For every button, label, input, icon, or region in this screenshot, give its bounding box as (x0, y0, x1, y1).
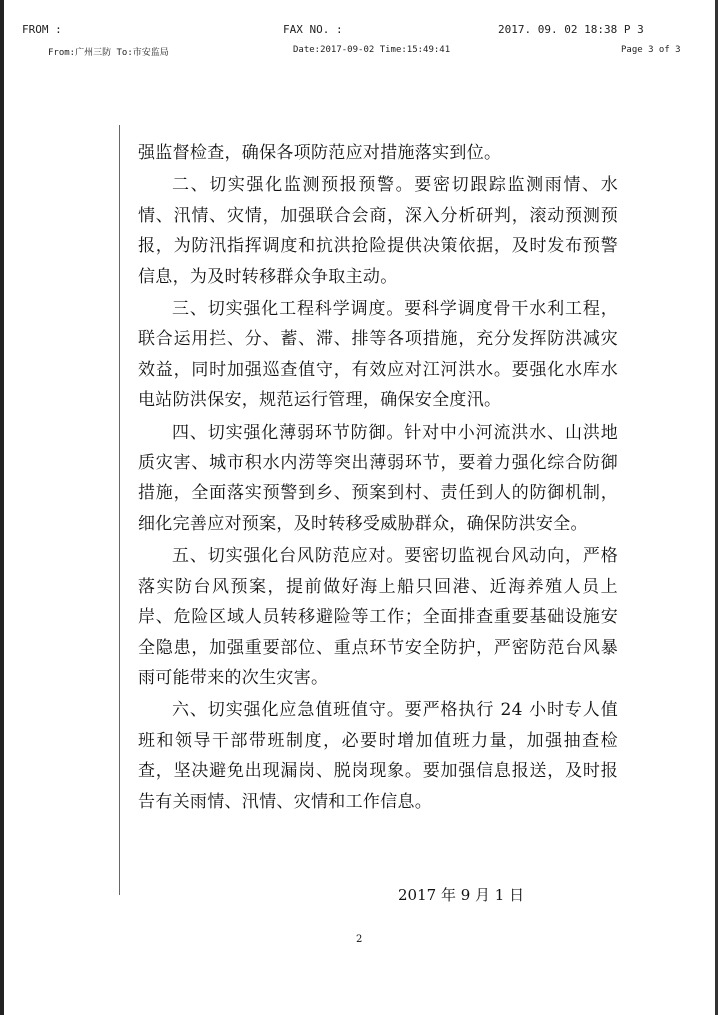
scan-edge-left (0, 0, 4, 1015)
fax-number-label: FAX NO. : (283, 23, 343, 36)
document-date: 2017 年 9 月 1 日 (398, 886, 525, 904)
page-number: 2 (356, 934, 363, 945)
fax-timestamp: 2017. 09. 02 18:38 P 3 (498, 23, 644, 36)
paragraph-item-6: 六、切实强化应急值班值守。要严格执行 24 小时专人值班和领导干部带班制度，必要时增加值班力量，加强抽查检查，坚决避免出现漏岗、脱岗现象。要加强信息报送，及时报告有关雨情、汛情、灾情和工作信息。 (138, 700, 618, 812)
fax-page-indicator: Page 3 of 3 (621, 45, 681, 55)
paragraph-item-2: 二、切实强化监测预报预警。要密切跟踪监测雨情、水情、汛情、灾情，加强联合会商，深入分析研判，滚动预测预报，为防汛指挥调度和抗洪抢险提供决策依据，及时发布预警信息，为及时转移群众争取主动。 (138, 175, 618, 287)
paragraph-continuation: 强监督检查，确保各项防范应对措施落实到位。 (138, 143, 502, 163)
document-body (138, 138, 618, 819)
paragraph-item-4: 四、切实强化薄弱环节防御。针对中小河流洪水、山洪地质灾害、城市积水内涝等突出薄弱环节，要着力强化综合防御措施，全面落实预警到乡、预案到村、责任到人的防御机制，细化完善应对预案，及时转移受威胁群众，确保防洪安全。 (138, 422, 618, 534)
left-margin-rule (119, 125, 120, 895)
paragraph-item-5: 五、切实强化台风防范应对。要密切监视台风动向，严格落实防台风预案，提前做好海上船只回港、近海养殖人员上岸、危险区域人员转移避险等工作；全面排查重要基础设施安全隐患，加强重要部位、重点环节安全防护，严密防范台风暴雨可能带来的次生灾害。 (138, 546, 618, 688)
fax-from-label: FROM : (22, 23, 62, 36)
fax-date-time: Date:2017-09-02 Time:15:49:41 (293, 45, 451, 55)
paragraph-item-3: 三、切实强化工程科学调度。要科学调度骨干水利工程，联合运用拦、分、蓄、滞、排等各项措施，充分发挥防洪减灾效益，同时加强巡查值守，有效应对江河洪水。要强化水库水电站防洪保安，规范运行管理，确保安全度汛。 (138, 299, 618, 411)
fax-sender-line: From:广州三防 To:市安监局 (48, 48, 169, 58)
